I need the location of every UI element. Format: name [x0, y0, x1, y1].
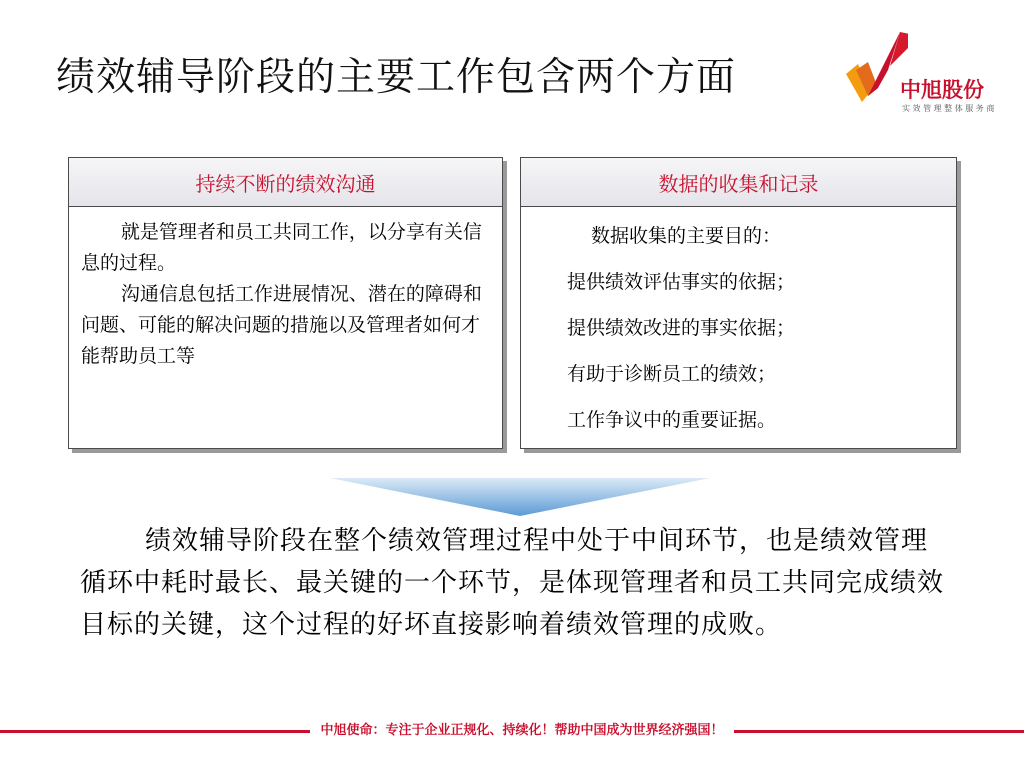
company-logo [838, 30, 1018, 120]
data-collection-intro: 数据收集的主要目的： [591, 225, 782, 247]
funnel-arrow-icon [330, 478, 710, 518]
communication-box-body [69, 207, 502, 372]
data-collection-item: 提供绩效改进的事实依据； [567, 317, 796, 339]
data-collection-box [520, 157, 957, 449]
data-collection-item: 提供绩效评估事实的依据； [567, 271, 796, 293]
data-collection-item: 工作争议中的重要证据。 [567, 409, 777, 431]
summary-paragraph: 绩效辅导阶段在整个绩效管理过程中处于中间环节，也是绩效管理循环中耗时最长、最关键的一个环节，是体现管理者和员工共同完成绩效目标的关键，这个过程的好坏直接影响着绩效管理的成败。 [80, 526, 945, 640]
data-collection-item: 有助于诊断员工的绩效； [567, 363, 777, 385]
logo-tagline: 实 效 管 理 整 体 服 务 商 [902, 104, 995, 113]
page-title: 绩效辅导阶段的主要工作包含两个方面 [56, 55, 737, 100]
communication-paragraph-1: 就是管理者和员工共同工作，以分享有关信息的过程。 [81, 221, 482, 274]
communication-paragraph-2: 沟通信息包括工作进展情况、潜在的障碍和问题、可能的解决问题的措施以及管理者如何才能帮助员工等 [81, 283, 482, 367]
logo-name: 中旭股份 [900, 78, 984, 102]
footer-mission: 中旭使命：专注于企业正规化、持续化！帮助中国成为世界经济强国！ [320, 723, 724, 738]
summary-text [80, 520, 946, 646]
footer-divider-left [0, 730, 310, 733]
communication-box-header: 持续不断的绩效沟通 [69, 158, 502, 207]
footer-divider-right [734, 730, 1024, 733]
data-collection-box-body [521, 207, 956, 443]
communication-box [68, 157, 503, 449]
logo-mark-icon [838, 30, 908, 110]
data-collection-box-header: 数据的收集和记录 [521, 158, 956, 207]
